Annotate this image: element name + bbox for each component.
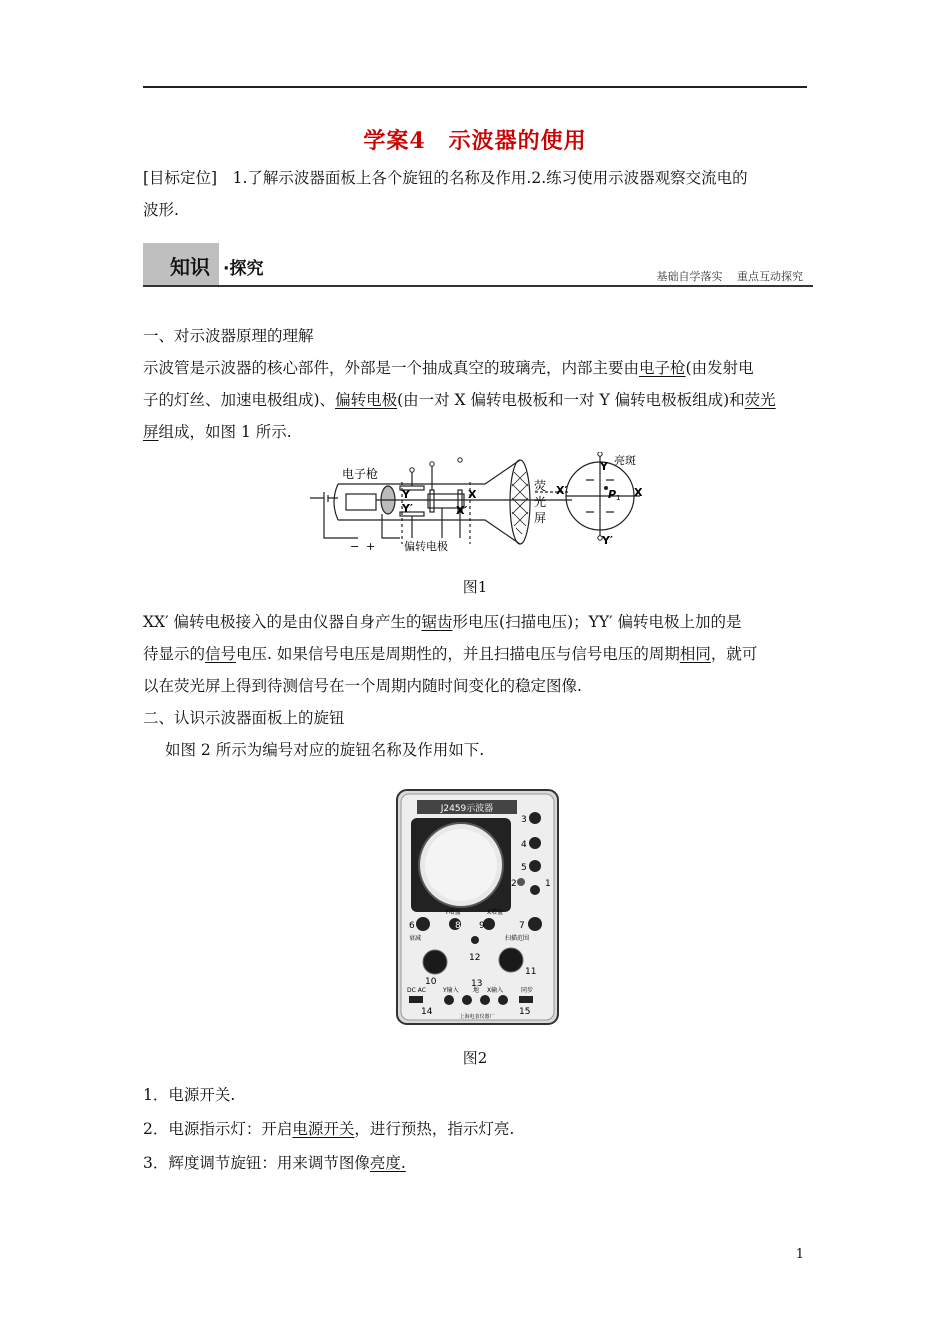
brand-label: J2459示波器 (440, 804, 494, 814)
figure-2-caption: 图2 (462, 1049, 488, 1067)
knob-number-11: 11 (525, 967, 537, 977)
knob-number-14: 14 (421, 1007, 433, 1017)
knob-number-3: 3 (521, 815, 527, 825)
text: 3．辉度调节旋钮：用来调节图像 (143, 1154, 370, 1172)
knob-number-12: 12 (469, 953, 481, 963)
figure-2-oscilloscope-panel (395, 788, 560, 1026)
underlined-term: 相同 (679, 645, 711, 663)
maker-label: 上海电表仪器厂 (459, 1014, 495, 1020)
label-y-top: Y (600, 460, 608, 473)
label-sync: 同步 (521, 987, 534, 994)
label-deflection-electrode: 偏转电极 (404, 540, 448, 553)
label-y-input: Y输入 (443, 987, 459, 994)
label-screen-2: 光 (534, 495, 547, 509)
text: 电压. 如果信号电压是周期性的，并且扫描电压与信号电压的周期 (236, 645, 680, 663)
underlined-term: 偏转电极 (335, 391, 398, 409)
label-x-gain: X增益 (487, 909, 504, 916)
text: 形电压(扫描电压)；YY′ 偏转电极上加的是 (452, 613, 742, 631)
underlined-term: 亮度. (369, 1154, 406, 1172)
section-banner (143, 243, 813, 287)
banner-word: 知识 (170, 255, 210, 279)
text: 子的灯丝、加速电极组成)、 (143, 391, 336, 409)
text: ，进行预热，指示灯亮. (354, 1120, 515, 1138)
text: 待显示的 (143, 645, 206, 663)
underlined-term: 屏 (143, 423, 159, 441)
section1 (143, 320, 807, 448)
knob-list (143, 1078, 807, 1180)
label-screen-3: 屏 (534, 511, 547, 525)
knob-number-6: 6 (409, 921, 415, 931)
section2-heading: 二、认识示波器面板上的旋钮 (143, 709, 345, 727)
label-y: Y (402, 488, 410, 501)
underlined-term: 锯齿 (421, 613, 453, 631)
text: 组成，如图 1 所示. (158, 423, 292, 441)
label-x: X (468, 488, 477, 501)
label-y-prime-bottom: Y′ (602, 534, 613, 547)
section1-continued (143, 606, 807, 766)
list-item (143, 1112, 807, 1146)
text: XX′ 偏转电极接入的是由仪器自身产生的 (143, 613, 422, 631)
text: (由一对 X 偏转电极板和一对 Y 偏转电极板组成)和 (397, 391, 745, 409)
label-ground: 地 (473, 987, 480, 994)
knob-number-10: 10 (425, 977, 437, 987)
label-x-prime-right: X′ (556, 484, 568, 497)
page-title: 学案4 示波器的使用 (363, 128, 587, 154)
label-y-prime: Y′ (402, 502, 413, 515)
underlined-term: 电子枪 (639, 359, 686, 377)
label-p-subscript: 1 (616, 494, 621, 502)
label-y-gain: Y增益 (445, 909, 461, 916)
section1-heading: 一、对示波器原理的理解 (143, 327, 314, 345)
knob-number-9: 9 (479, 921, 485, 931)
list-item (143, 1146, 807, 1180)
text: (由发射电 (685, 359, 754, 377)
objective (143, 162, 807, 226)
label-minus: − (350, 540, 360, 553)
knob-number-8: 8 (455, 921, 461, 931)
label-p: P (608, 488, 617, 501)
banner-subword: ·探究 (223, 259, 264, 279)
label-sweep-range: 扫描范围 (505, 935, 530, 942)
list-item: 1．电源开关. (143, 1086, 236, 1104)
knob-number-5: 5 (521, 863, 527, 873)
section2-intro: 如图 2 所示为编号对应的旋钮名称及作用如下. (165, 741, 485, 759)
label-x-right: X (634, 486, 643, 499)
text: 以在荧光屏上得到待测信号在一个周期内随时间变化的稳定图像. (143, 677, 582, 695)
knob-number-7: 7 (519, 921, 525, 931)
label-screen-1: 荧 (534, 479, 547, 493)
knob-number-2: 2 (511, 879, 517, 889)
page-number: 1 (795, 1247, 804, 1262)
knob-number-15: 15 (519, 1007, 531, 1017)
text: 2．电源指示灯：开启 (143, 1120, 293, 1138)
figure-1-caption: 图1 (462, 578, 488, 596)
knob-number-13: 13 (471, 979, 483, 989)
knob-number-1: 1 (545, 879, 551, 889)
underlined-term: 信号 (205, 645, 237, 663)
header-rule (143, 86, 807, 88)
label-x-prime: X′ (456, 504, 468, 517)
label-electron-gun: 电子枪 (342, 467, 379, 481)
label-x-input: X输入 (487, 987, 504, 994)
banner-right-text: 基础自学落实 重点互动探究 (656, 270, 803, 283)
label-attenuation: 衰减 (409, 935, 422, 942)
text: ，就可 (710, 645, 758, 663)
banner-rule (143, 285, 813, 287)
objective-text-2: 波形. (143, 201, 179, 219)
label-spot: 亮斑 (614, 454, 636, 467)
knob-number-4: 4 (521, 840, 527, 850)
figure-1-tube-diagram (310, 452, 650, 554)
objective-text: 1.了解示波器面板上各个旋钮的名称及作用.2.练习使用示波器观察交流电的 (217, 169, 748, 187)
objective-label: [目标定位] (143, 169, 218, 187)
text: 示波管是示波器的核心部件，外部是一个抽成真空的玻璃壳，内部主要由 (143, 359, 640, 377)
underlined-term: 荧光 (744, 391, 776, 409)
label-dc-ac: DC AC (407, 987, 426, 994)
label-plus: + (366, 540, 376, 553)
underlined-term: 电源开关 (292, 1120, 355, 1138)
